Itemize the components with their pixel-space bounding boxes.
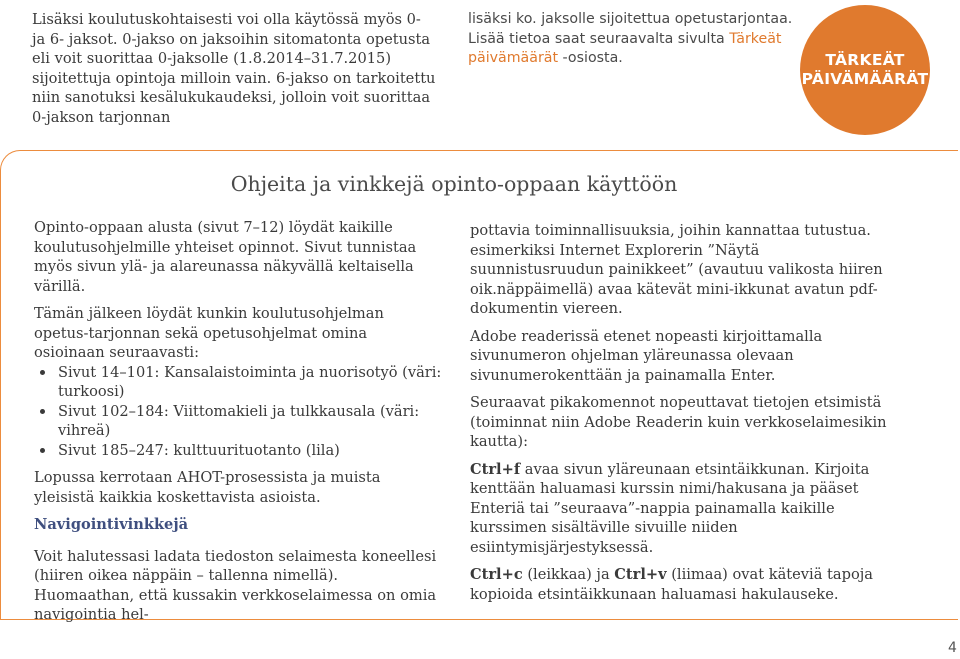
list-item: [34, 441, 442, 461]
bullet-icon: [40, 409, 45, 414]
tips-box-title: Ohjeita ja vinkkejä opinto-oppaan käyttöön: [230, 172, 678, 196]
download-tip-paragraph: Voit halutessasi ladata tiedoston selaimesta koneellesi (hiiren oikea näppäin – tallenna nimellä). Huomaathan, että kussakin verkkoselaimessa on omia navigointia hel-: [34, 547, 437, 623]
ctrl-c-shortcut: Ctrl+c: [470, 566, 523, 583]
list-item-text: Sivut 102–184: Viittomakieli ja tulkkausala (väri: vihreä): [58, 402, 420, 439]
important-dates-link[interactable]: Tärkeät päivämäärät: [468, 30, 782, 66]
ctrl-v-description: (liimaa) ovat käteviä tapoja kopioida etsintäikkunaan haluamasi hakulauseke.: [470, 566, 873, 603]
browser-features-paragraph: pottavia toiminnallisuuksia, joihin kannattaa tutustua. esimerkiksi Internet Explorerin ”Näytä suunnistusruudun painikkeet” (avautuu valikosta hiiren oik.näppäimellä) avaa kätevät mini-ikkunat avatun pdf-dokumentin viereen.: [470, 222, 883, 317]
ctrl-f-paragraph: [470, 460, 890, 558]
intro-continued-line: lisäksi ko. jaksolle sijoitettua opetustarjontaa.: [468, 11, 793, 27]
bullet-icon: [40, 448, 45, 453]
programme-page-list: [34, 363, 442, 461]
tips-right-column: [470, 221, 890, 612]
intro-more-info-suffix: -osiosta.: [562, 50, 623, 66]
intro-more-info-prefix: Lisää tietoa saat seuraavalta sivulta: [468, 30, 725, 47]
ctrl-f-description: avaa sivun yläreunaan etsintäikkunan. Kirjoita kenttään haluamasi kurssin nimi/hakusana ja pääset Enteriä tai ”seuraava”-nappia painamalla kaikille kurssimen sisältäville sivuille niiden esiintymisjärjestyksessä.: [470, 460, 870, 556]
shortcuts-intro-paragraph: Seuraavat pikakomennot nopeuttavat tietojen etsimistä (toiminnat niin Adobe Readerin kuin verkkoselaimesikin kautta):: [470, 394, 887, 450]
list-item-text: Sivut 185–247: kulttuurituotanto (lila): [58, 441, 340, 459]
ctrl-c-description: (leikkaa) ja: [527, 566, 610, 583]
ctrl-f-shortcut: Ctrl+f: [470, 460, 521, 478]
intro-paragraph-continued: [468, 10, 798, 69]
programmes-intro-paragraph: Tämän jälkeen löydät kunkin koulutusohjelman opetus-tarjonnan sekä opetusohjelmat omina osioinaan seuraavasti:: [34, 305, 384, 361]
page-number: 4: [948, 640, 957, 656]
important-dates-badge[interactable]: [800, 5, 930, 135]
badge-line-2: PÄIVÄMÄÄRÄT: [801, 70, 929, 88]
badge-line-1: TÄRKEÄT: [825, 51, 905, 69]
list-item: [34, 363, 442, 402]
intro-paragraph: Lisäksi koulutuskohtaisesti voi olla käytössä myös 0- ja 6- jaksot. 0-jakso on jaksoihin sitomatonta opetusta eli voit suorittaa 0-jaksolle (1.8.2014–31.7.2015) sijoitettuja opintoja milloin vain. 6-jakso on tarkoitettu niin sanotuksi kesälukukaudeksi, jolloin voit suorittaa 0-jakson tarjonnan: [32, 11, 436, 126]
adobe-reader-paragraph: Adobe readerissä etenet nopeasti kirjoittamalla sivunumeron ohjelman yläreunassa olevaan sivunumerokenttään ja painamalla Enter.: [470, 327, 823, 384]
guide-start-paragraph: Opinto-oppaan alusta (sivut 7–12) löydät kaikille koulutusohjelmille yhteiset opinnot. Sivut tunnistaa myös sivun ylä- ja alareunassa näkyvällä keltaisella värillä.: [34, 219, 417, 295]
navigation-tips-heading: Navigointivinkkejä: [34, 516, 189, 533]
bullet-icon: [40, 370, 45, 375]
list-item: [34, 402, 442, 441]
ctrl-v-shortcut: Ctrl+v: [614, 566, 667, 583]
tips-left-column: [34, 218, 442, 633]
list-item-text: Sivut 14–101: Kansalaistoiminta ja nuorisotyö (väri: turkoosi): [58, 363, 442, 400]
ahot-paragraph: Lopussa kerrotaan AHOT-prosessista ja muista yleisistä kaikkia koskettavista asioista.: [34, 469, 381, 506]
copy-paste-paragraph: [470, 565, 890, 604]
